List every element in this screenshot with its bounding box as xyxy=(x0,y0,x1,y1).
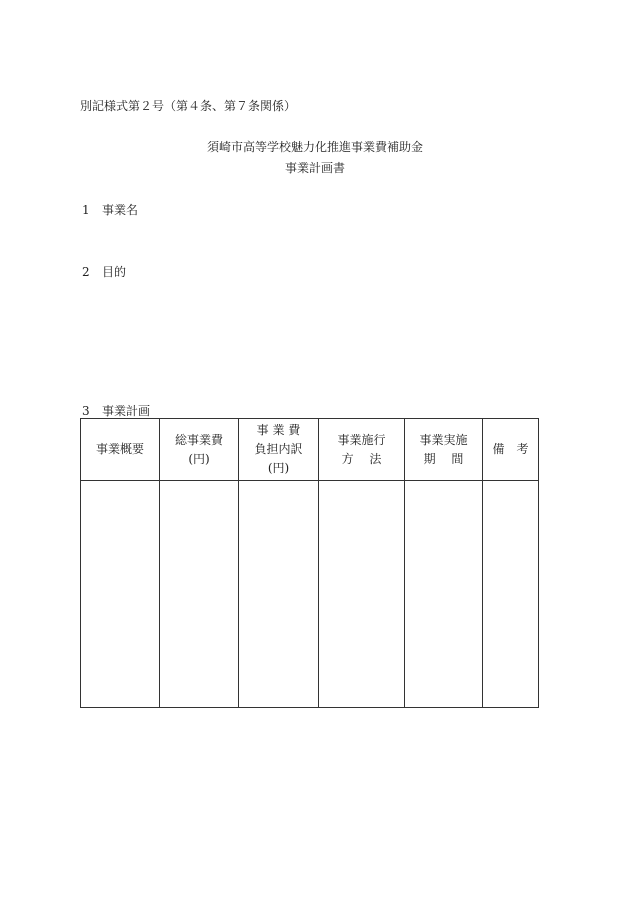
header-breakdown-line-1: 事 業 費 xyxy=(256,423,301,437)
table-header-row xyxy=(81,419,539,481)
section-purpose xyxy=(82,263,126,280)
document-title xyxy=(0,137,630,179)
header-total-cost xyxy=(160,419,239,481)
section-number: 2 xyxy=(82,265,90,279)
header-overview xyxy=(81,419,160,481)
table-row xyxy=(81,481,539,708)
header-cost-breakdown xyxy=(239,419,319,481)
header-breakdown-unit: (円) xyxy=(267,461,290,475)
title-line-1: 須崎市高等学校魅力化推進事業費補助金 xyxy=(206,140,423,154)
header-period-line-2: 期 間 xyxy=(423,451,464,466)
header-method-line-2: 方 法 xyxy=(341,451,382,466)
cell-remarks[interactable] xyxy=(483,481,539,708)
cell-total-cost[interactable] xyxy=(160,481,239,708)
section-label: 事業計画 xyxy=(102,404,151,418)
header-period xyxy=(405,419,483,481)
header-overview-label: 事業概要 xyxy=(95,442,144,456)
section-project-plan xyxy=(82,402,150,419)
section-label: 事業名 xyxy=(102,203,139,217)
cell-period[interactable] xyxy=(405,481,483,708)
header-remarks xyxy=(483,419,539,481)
header-total-cost-unit: (円) xyxy=(188,451,210,466)
title-line-2: 事業計画書 xyxy=(284,161,345,175)
section-project-name xyxy=(82,201,138,218)
header-method xyxy=(319,419,405,481)
section-number: 1 xyxy=(82,203,90,217)
header-remarks-label: 備 考 xyxy=(492,442,529,456)
cell-method[interactable] xyxy=(319,481,405,708)
header-period-line-1: 事業実施 xyxy=(419,432,468,447)
section-number: 3 xyxy=(82,404,90,418)
form-number: 別記様式第２号（第４条、第７条関係） xyxy=(80,99,297,113)
cell-overview[interactable] xyxy=(81,481,160,708)
project-plan-table xyxy=(80,418,539,708)
header-method-line-1: 事業施行 xyxy=(337,432,386,447)
header-breakdown-line-2: 負担内訳 xyxy=(254,442,303,456)
cell-cost-breakdown[interactable] xyxy=(239,481,319,708)
section-label: 目的 xyxy=(102,265,127,279)
header-total-cost-label: 総事業費 xyxy=(174,432,223,447)
